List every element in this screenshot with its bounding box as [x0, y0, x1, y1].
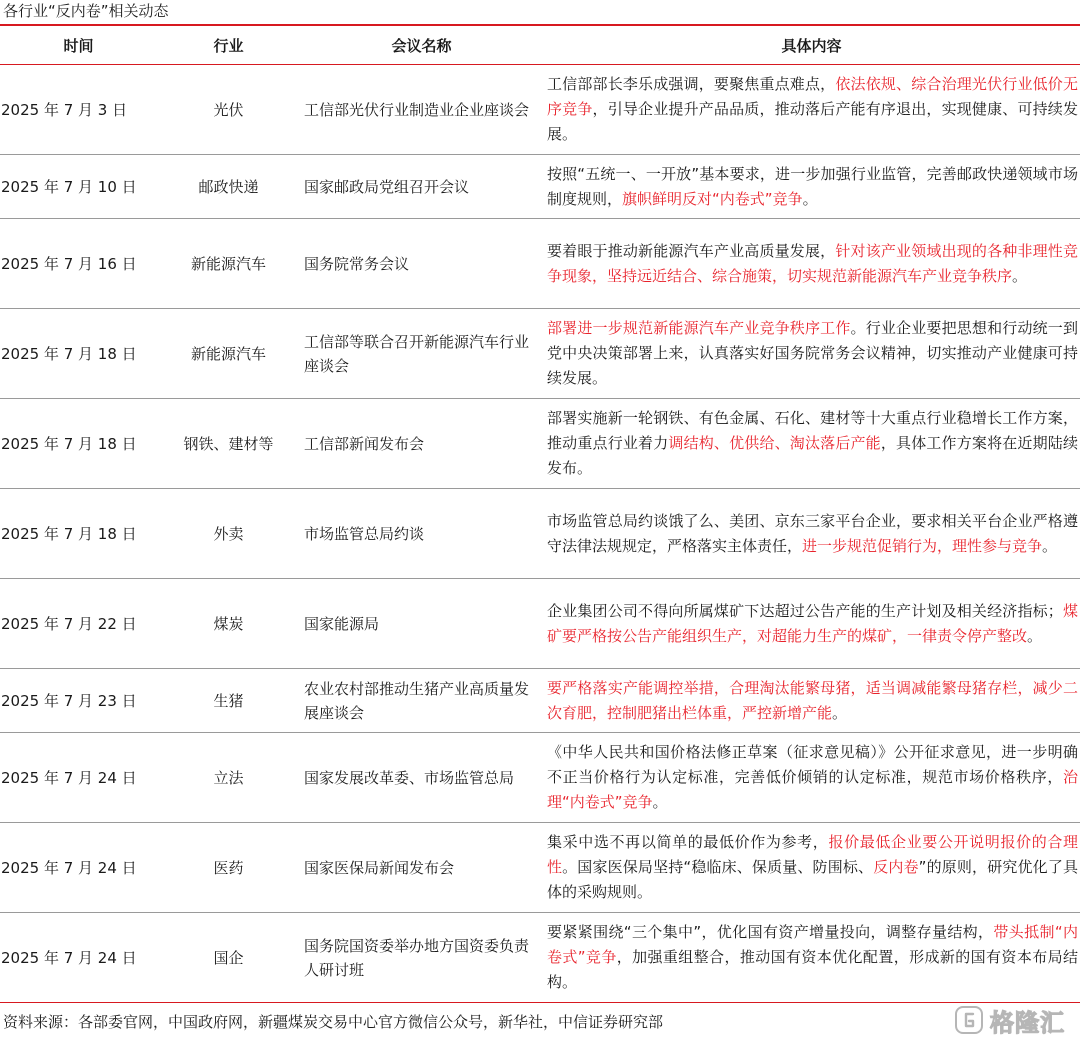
content-text: 企业集团公司不得向所属煤矿下达超过公告产能的生产计划及相关经济指标；: [547, 601, 1063, 620]
content-text: 市场监管总局约谈饿了么、美团、京东三家平台企业，要求相关平台企业严格遵守法律法规规定，严格落实主体责任，: [547, 511, 1078, 555]
table-row: [0, 733, 1080, 823]
content-text: 。行业企业要把思想和行动统一到党中央决策部署上来，认真落实好国务院常务会议精神，切实推动产业健康可持续发展。: [547, 319, 1078, 387]
row-industry: 立法: [157, 733, 300, 823]
content-text: 。: [1012, 266, 1028, 285]
row-date: 2025 年 7 月 24 日: [0, 823, 157, 913]
content-highlight: 治理“内卷式”竞争: [547, 768, 1078, 811]
anti-involution-table: [0, 26, 1080, 1003]
header-industry: 行业: [157, 26, 300, 65]
row-meeting: 国家邮政局党组召开会议: [300, 155, 543, 219]
content-highlight: 煤矿要严格按公告产能组织生产，对超能力生产的煤矿，一律责令停产整改: [547, 601, 1078, 645]
watermark-text: 格隆汇: [990, 1008, 1065, 1037]
row-meeting: 工信部等联合召开新能源汽车行业座谈会: [300, 309, 543, 399]
row-meeting: 市场监管总局约谈: [300, 489, 543, 579]
row-industry: 新能源汽车: [157, 219, 300, 309]
content-text: 要着眼于推动新能源汽车产业高质量发展，: [547, 241, 836, 260]
row-content: [543, 219, 1080, 309]
row-industry: 新能源汽车: [157, 309, 300, 399]
row-content: [543, 823, 1080, 913]
row-date: 2025 年 7 月 24 日: [0, 913, 157, 1003]
content-highlight: 调结构、优供给、淘汰落后产能: [668, 434, 881, 452]
content-text: 要紧紧围绕“三个集中”，优化国有资产增量投向，调整存量结构，: [547, 923, 994, 941]
row-date: 2025 年 7 月 18 日: [0, 399, 157, 489]
header-meeting: 会议名称: [300, 26, 543, 65]
content-text: 。: [652, 793, 668, 811]
row-content: [543, 733, 1080, 823]
content-text: 按照“五统一、一开放”基本要求，进一步加强行业监管，完善邮政快递领域市场制度规则，: [547, 164, 1078, 208]
header-date: 时间: [0, 26, 157, 65]
table-row: [0, 669, 1080, 733]
content-highlight: 依法依规、综合治理光伏行业低价无序竞争: [547, 75, 1078, 118]
content-text: ，具体工作方案将在近期陆续发布。: [547, 434, 1078, 477]
content-highlight: 反内卷: [873, 858, 919, 876]
row-meeting: 国家发展改革委、市场监管总局: [300, 733, 543, 823]
row-industry: 光伏: [157, 65, 300, 155]
content-text: 《中华人民共和国价格法修正草案（征求意见稿）》公开征求意见，进一步明确不正当价格行为认定标准，完善低价倾销的认定标准，规范市场价格秩序，: [547, 743, 1078, 786]
content-text: 。: [802, 189, 818, 208]
content-text: 。: [832, 703, 848, 722]
row-content: [543, 309, 1080, 399]
content-text: 集采中选不再以简单的最低价作为参考，: [547, 833, 829, 851]
row-date: 2025 年 7 月 18 日: [0, 489, 157, 579]
table-row: [0, 155, 1080, 219]
content-text: 。: [1027, 626, 1043, 645]
table-header-row: [0, 26, 1080, 65]
row-content: [543, 399, 1080, 489]
row-industry: 国企: [157, 913, 300, 1003]
content-text: 。: [1042, 536, 1058, 555]
content-highlight: 报价最低企业要公开说明报价的合理性: [547, 833, 1078, 876]
header-content: 具体内容: [543, 26, 1080, 65]
table-title: 各行业“反内卷”相关动态: [3, 2, 169, 20]
table-row: [0, 579, 1080, 669]
row-date: 2025 年 7 月 16 日: [0, 219, 157, 309]
row-industry: 煤炭: [157, 579, 300, 669]
row-industry: 钢铁、建材等: [157, 399, 300, 489]
row-content: [543, 913, 1080, 1003]
content-highlight: 带头抵制“内卷式”竞争: [547, 923, 1079, 966]
row-date: 2025 年 7 月 3 日: [0, 65, 157, 155]
row-content: [543, 155, 1080, 219]
content-highlight: 部署进一步规范新能源汽车产业竞争秩序工作: [547, 319, 851, 337]
row-date: 2025 年 7 月 18 日: [0, 309, 157, 399]
content-text: 部署实施新一轮钢铁、有色金属、石化、建材等十大重点行业稳增长工作方案，推动重点行业着力: [547, 409, 1078, 452]
content-text: 。国家医保局坚持“稳临床、保质量、防围标、: [562, 858, 874, 876]
row-date: 2025 年 7 月 10 日: [0, 155, 157, 219]
content-highlight: 要严格落实产能调控举措，合理淘汰能繁母猪，适当调减能繁母猪存栏，减少二次育肥，控制肥猪出栏体重，严控新增产能: [547, 678, 1078, 722]
row-content: [543, 669, 1080, 733]
table-row: [0, 823, 1080, 913]
row-date: 2025 年 7 月 22 日: [0, 579, 157, 669]
content-highlight: 旗帜鲜明反对“内卷式”竞争: [622, 189, 803, 208]
content-text: ，加强重组整合，推动国有资本优化配置，形成新的国有资本布局结构。: [547, 948, 1078, 991]
table-row: [0, 489, 1080, 579]
row-meeting: 国务院常务会议: [300, 219, 543, 309]
row-date: 2025 年 7 月 24 日: [0, 733, 157, 823]
row-meeting: 国家医保局新闻发布会: [300, 823, 543, 913]
row-industry: 医药: [157, 823, 300, 913]
content-text: ”的原则，研究优化了具体的采购规则。: [547, 858, 1078, 901]
table-row: [0, 399, 1080, 489]
row-meeting: 农业农村部推动生猪产业高质量发展座谈会: [300, 669, 543, 733]
content-text: 工信部部长李乐成强调，要聚焦重点难点，: [547, 75, 836, 93]
row-meeting: 国家能源局: [300, 579, 543, 669]
source-note: 资料来源：各部委官网，中国政府网，新疆煤炭交易中心官方微信公众号，新华社，中信证券研究部: [3, 1013, 664, 1031]
row-date: 2025 年 7 月 23 日: [0, 669, 157, 733]
table-row: [0, 65, 1080, 155]
table-row: [0, 219, 1080, 309]
row-industry: 生猪: [157, 669, 300, 733]
row-meeting: 国务院国资委举办地方国资委负责人研讨班: [300, 913, 543, 1003]
row-industry: 外卖: [157, 489, 300, 579]
watermark-logo: [954, 1004, 1072, 1036]
row-meeting: 工信部光伏行业制造业企业座谈会: [300, 65, 543, 155]
row-industry: 邮政快递: [157, 155, 300, 219]
table-body: [0, 65, 1080, 1003]
row-meeting: 工信部新闻发布会: [300, 399, 543, 489]
row-content: [543, 65, 1080, 155]
content-highlight: 针对该产业领域出现的各种非理性竞争现象，坚持远近结合、综合施策，切实规范新能源汽车产业竞争秩序: [547, 241, 1078, 285]
row-content: [543, 489, 1080, 579]
content-text: ，引导企业提升产品品质，推动落后产能有序退出，实现健康、可持续发展。: [547, 100, 1078, 143]
content-highlight: 进一步规范促销行为，理性参与竞争: [802, 536, 1043, 555]
row-content: [543, 579, 1080, 669]
table-row: [0, 309, 1080, 399]
gelonghui-logo-icon: [954, 1005, 984, 1035]
table-row: [0, 913, 1080, 1003]
